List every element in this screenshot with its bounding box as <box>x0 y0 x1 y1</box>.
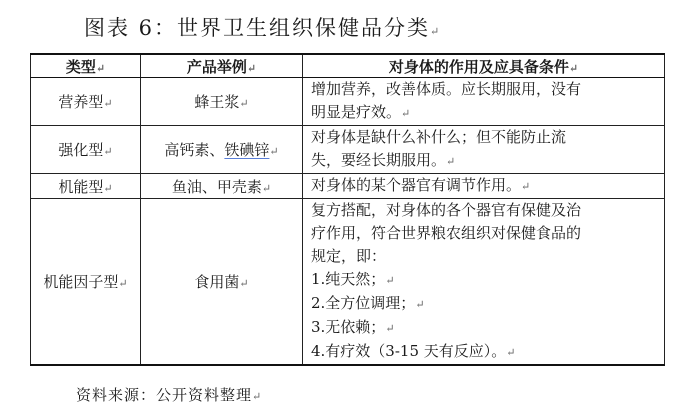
cell-effect: 对身体是缺什么补什么；但不能防止流 失，要经长期服用。↵ <box>303 126 665 174</box>
table-header-row <box>31 54 665 78</box>
table-row <box>31 126 665 174</box>
source-note: 资料来源：公开资料整理↵ <box>76 386 262 404</box>
table-row <box>31 174 665 199</box>
table-row <box>31 199 665 366</box>
cell-type: 机能因子型↵ <box>31 199 141 366</box>
classification-table <box>30 53 665 366</box>
cell-example: 高钙素、铁碘锌↵ <box>141 126 303 174</box>
cell-type: 强化型↵ <box>31 126 141 174</box>
table-row <box>31 78 665 126</box>
header-type: 类型↵ <box>31 54 141 78</box>
paragraph-mark-icon: ↵ <box>430 25 440 38</box>
cell-example: 蜂王浆↵ <box>141 78 303 126</box>
header-example: 产品举例↵ <box>141 54 303 78</box>
underlined-example: 铁碘锌 <box>224 141 270 159</box>
cell-type: 营养型↵ <box>31 78 141 126</box>
cell-type: 机能型↵ <box>31 174 141 199</box>
cell-effect: 增加营养，改善体质。应长期服用，没有 明显是疗效。↵ <box>303 78 665 126</box>
figure-title-text: 图表 6：世界卫生组织保健品分类 <box>84 16 431 40</box>
header-effect: 对身体的作用及应具备条件↵ <box>303 54 665 78</box>
source-text: 资料来源：公开资料整理 <box>76 386 253 404</box>
cell-example: 食用菌↵ <box>141 199 303 366</box>
figure-title <box>84 12 439 42</box>
cell-example: 鱼油、甲壳素↵ <box>141 174 303 199</box>
cell-effect: 对身体的某个器官有调节作用。↵ <box>303 174 665 199</box>
cell-effect: 复方搭配，对身体的各个器官有保健及治 疗作用，符合世界粮农组织对保健食品的 规定，即： 1.纯天然；↵ 2.全方位调理；↵ 3.无依赖；↵ 4.有疗效（3-15 天有反应）。↵ <box>303 199 665 366</box>
